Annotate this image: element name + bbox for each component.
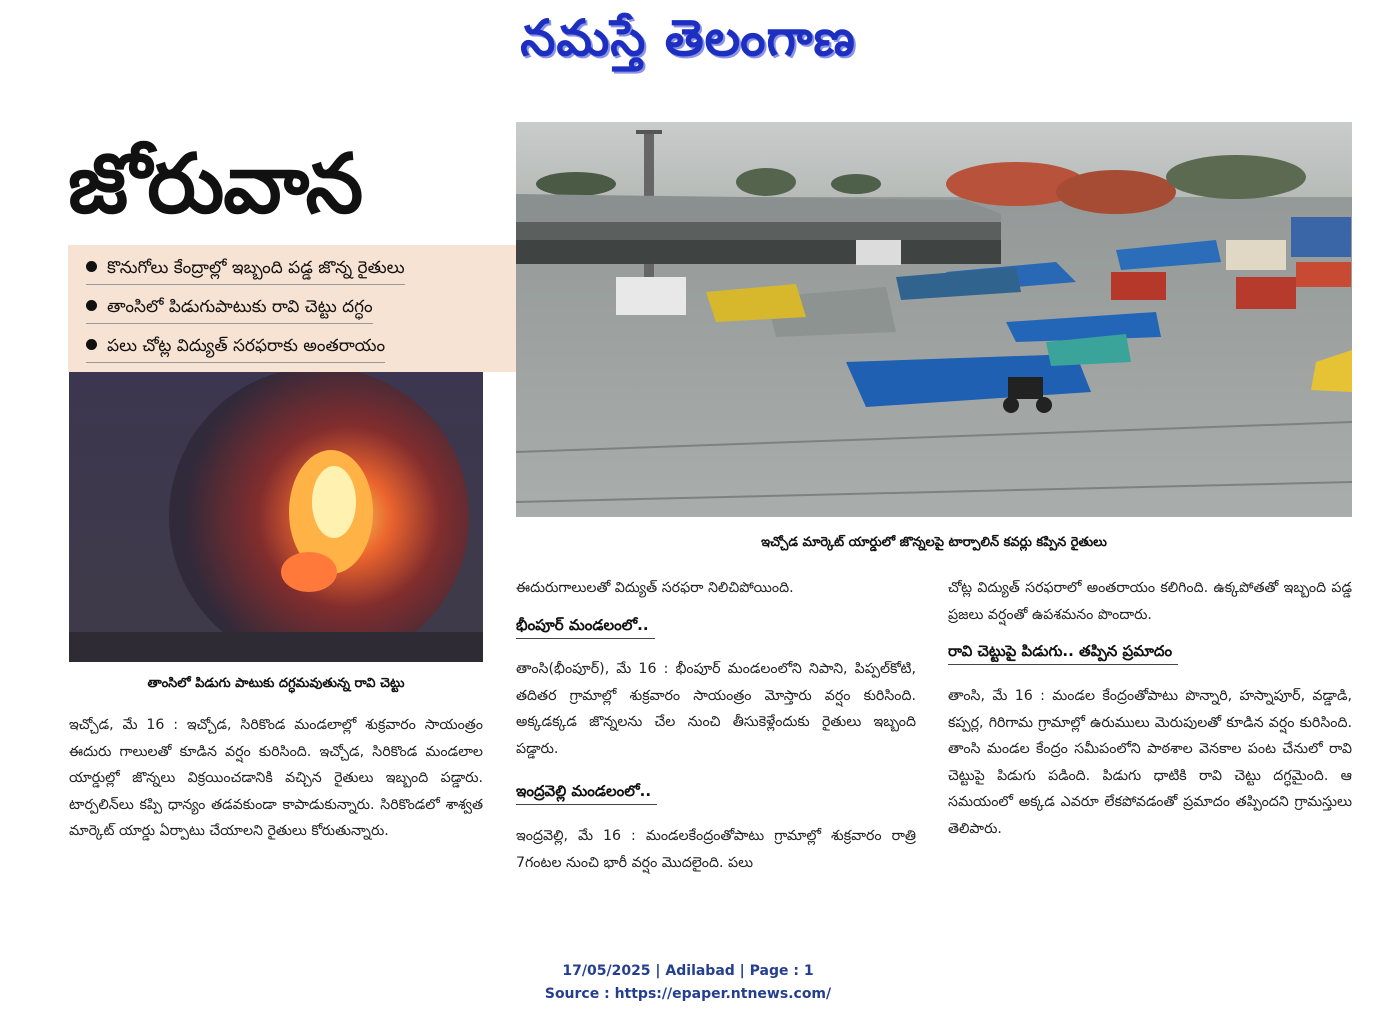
highlight-item: కొనుగోలు కేంద్రాల్లో ఇబ్బంది పడ్డ జొన్న రైతులు	[86, 254, 405, 285]
column-2-paragraph-0: ఈదురుగాలులతో విద్యుత్ సరఫరా నిలిచిపోయింది.	[516, 580, 794, 596]
bullet-icon	[86, 339, 97, 350]
column-1-paragraph: ఇచ్చోడ, మే 16 : ఇచ్చోడ, సిరికొండ మండలాల్లో శుక్రవారం సాయంత్రం ఈదురు గాలులతో కూడిన వర్షం కురిసింది. ఇచ్చోడ, సిరికొండ మండలాల యార్డుల్లో జొన్నలు విక్రయించడానికి వచ్చిన రైతులు ఇబ్బంది పడ్డారు. టార్పలిన్‌లు కప్పి ధాన్యం తడవకుండా కాపాడుకున్నారు. సిరికొండలో శాశ్వత మార్కెట్ యార్డు ఏర్పాటు చేయాలని రైతులు కోరుతున్నారు.	[69, 717, 483, 839]
page-headline: జోరువాన	[68, 137, 363, 232]
edition-info: 17/05/2025 | Adilabad | Page : 1	[562, 963, 814, 979]
fire-photo-caption: తాంసిలో పిడుగు పాటుకు దగ్ధమవుతున్న రావి చెట్టు	[147, 676, 405, 691]
column-2-paragraph-1: తాంసి(భీంపూర్), మే 16 : భీంపూర్ మండలంలోని నిపాని, పిప్పల్‌కోటి, తదితర గ్రామాల్లో శుక్రవారం సాయంత్రం మోస్తారు వర్షం కురిసింది. అక్కడక్కడ జొన్నలను చేల నుంచి తీసుకెళ్లేందుకు రైతులు ఇబ్బంది పడ్డారు.	[516, 661, 916, 757]
column-3-paragraph-0: చోట్ల విద్యుత్ సరఫరాలో అంతరాయం కలిగింది. ఉక్కపోతతో ఇబ్బంది పడ్డ ప్రజలు వర్షంతో ఉపశమనం పొందారు.	[948, 580, 1352, 623]
source-link[interactable]: Source : https://epaper.ntnews.com/	[544, 986, 832, 1002]
bullet-icon	[86, 261, 97, 272]
newspaper-masthead: నమస్తే తెలంగాణ	[520, 9, 856, 67]
subhead-peepal-lightning: రావి చెట్టుపై పిడుగు.. తప్పిన ప్రమాదం	[948, 638, 1178, 665]
market-yard-photo	[516, 122, 1352, 517]
market-photo-caption: ఇచ్చోడ మార్కెట్ యార్డులో జొన్నలపై టార్పాలిన్ కవర్లు కప్పిన రైతులు	[761, 535, 1107, 550]
highlight-item: తాంసిలో పిడుగుపాటుకు రావి చెట్టు దగ్ధం	[86, 293, 373, 324]
page-footer	[0, 960, 1376, 1006]
column-3-paragraph-1: తాంసి, మే 16 : మండల కేంద్రంతోపాటు పొన్నారి, హస్నాపూర్, వడ్డాడి, కప్పర్ల, గిరిగామ గ్రామాల్లో ఉరుములు మెరుపులతో కూడిన వర్షం కురిసింది. తాంసి మండల కేంద్రం సమీపంలోని పాఠశాల వెనకాల పంట చేనులో రావి చెట్టుపై పిడుగు పడింది. పిడుగు ధాటికి రావి చెట్టు దగ్ధమైంది. ఆ సమయంలో అక్కడ ఎవరూ లేకపోవడంతో ప్రమాదం తప్పిందని గ్రామస్తులు తెలిపారు.	[948, 688, 1352, 837]
bullet-icon	[86, 300, 97, 311]
highlight-item: పలు చోట్ల విద్యుత్ సరఫరాకు అంతరాయం	[86, 332, 385, 363]
subhead-indravelli: ఇంద్రవెల్లి మండలంలో..	[516, 778, 657, 805]
highlights-box	[68, 245, 518, 372]
subhead-bhimpur: భీంపూర్ మండలంలో..	[516, 612, 655, 639]
column-2-paragraph-2: ఇంద్రవెల్లి, మే 16 : మండలకేంద్రంతోపాటు గ్రామాల్లో శుక్రవారం రాత్రి 7గంటల నుంచి భారీ వర్షం మొదలైంది. పలు	[516, 828, 916, 871]
tree-fire-photo	[69, 372, 483, 662]
